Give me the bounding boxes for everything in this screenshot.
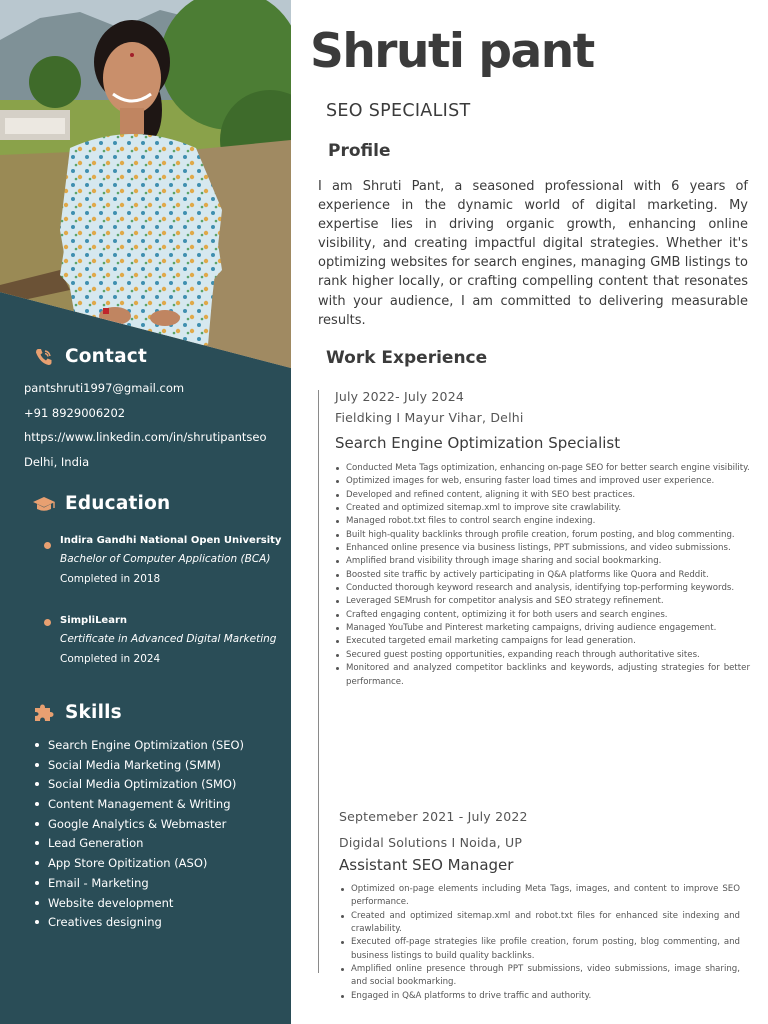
skill-item: Google Analytics & Webmaster bbox=[34, 816, 244, 836]
graduation-cap-icon bbox=[32, 494, 56, 514]
responsibility-item: Created and optimized sitemap.xml and robot.txt files for enhanced site indexing and crawlability. bbox=[340, 910, 740, 937]
responsibility-item: Executed targeted email marketing campaigns for lead generation. bbox=[335, 635, 750, 648]
job-company: Fieldking I Mayur Vihar, Delhi bbox=[335, 410, 524, 425]
education-institution: Indira Gandhi National Open University bbox=[60, 535, 282, 546]
education-degree: Certificate in Advanced Digital Marketing bbox=[60, 633, 277, 645]
responsibility-item: Managed YouTube and Pinterest marketing campaigns, driving audience engagement. bbox=[335, 622, 750, 635]
responsibility-item: Crafted engaging content, optimizing it for both users and search engines. bbox=[335, 609, 750, 622]
skill-item: Lead Generation bbox=[34, 835, 244, 855]
responsibility-item: Optimized images for web, ensuring faster load times and improved user experience. bbox=[335, 475, 750, 488]
puzzle-icon bbox=[32, 703, 56, 723]
candidate-role: SEO SPECIALIST bbox=[326, 101, 471, 121]
responsibility-item: Monitored and analyzed competitor backlinks and keywords, adjusting strategies for better performance. bbox=[335, 662, 750, 689]
responsibility-item: Executed off-page strategies like profile creation, forum posting, blog commenting, and business listings to build quality backlinks. bbox=[340, 936, 740, 963]
bullet-dot bbox=[44, 619, 51, 626]
education-year: Completed in 2018 bbox=[60, 573, 161, 585]
left-sidebar bbox=[0, 0, 291, 1024]
responsibility-item: Amplified brand visibility through image sharing and social bookmarking. bbox=[335, 555, 750, 568]
education-degree: Bachelor of Computer Application (BCA) bbox=[60, 553, 271, 565]
skill-item: Creatives designing bbox=[34, 914, 244, 934]
skill-item: App Store Opitization (ASO) bbox=[34, 855, 244, 875]
responsibility-item: Optimized on-page elements including Meta Tags, images, and content to improve SEO performance. bbox=[340, 883, 740, 910]
skill-item: Social Media Optimization (SMO) bbox=[34, 776, 244, 796]
responsibility-item: Conducted thorough keyword research and analysis, identifying top-performing keywords. bbox=[335, 582, 750, 595]
candidate-name: Shruti pant bbox=[310, 24, 594, 79]
skill-item: Website development bbox=[34, 895, 244, 915]
contact-email[interactable]: pantshruti1997@gmail.com bbox=[24, 381, 185, 395]
contact-list bbox=[24, 380, 267, 478]
responsibility-item: Amplified online presence through PPT submissions, video submissions, image sharing, and social bookmarking. bbox=[340, 963, 740, 990]
work-experience-heading: Work Experience bbox=[326, 348, 488, 368]
education-title: Education bbox=[65, 493, 171, 514]
main-content bbox=[291, 0, 768, 1024]
skills-list bbox=[34, 737, 244, 934]
profile-photo bbox=[0, 0, 291, 370]
profile-heading: Profile bbox=[328, 141, 391, 161]
responsibility-item: Conducted Meta Tags optimization, enhancing on-page SEO for better search engine visibility. bbox=[335, 462, 750, 475]
education-heading bbox=[32, 493, 170, 514]
job-dates: Septemeber 2021 - July 2022 bbox=[339, 809, 528, 824]
profile-summary: I am Shruti Pant, a seasoned professional with 6 years of experience in the dynamic world of digital marketing. My expertise lies in driving organic growth, enhancing online visibility, and creating impactful digital strategies. Whether it's optimizing websites for search engines, managing GMB listings to rank higher locally, or crafting compelling content that resonates with your audience, I am committed to delivering measurable results. bbox=[318, 179, 748, 328]
responsibility-item: Secured guest posting opportunities, expanding reach through authoritative sites. bbox=[335, 649, 750, 662]
timeline-line bbox=[318, 390, 319, 973]
skill-item: Social Media Marketing (SMM) bbox=[34, 757, 244, 777]
job-title: Assistant SEO Manager bbox=[339, 856, 514, 874]
skills-title: Skills bbox=[65, 702, 122, 723]
responsibility-item: Built high-quality backlinks through profile creation, forum posting, and blog commenting. bbox=[335, 529, 750, 542]
phone-icon bbox=[32, 347, 56, 367]
contact-phone[interactable]: +91 8929006202 bbox=[24, 405, 126, 420]
education-institution: SimpliLearn bbox=[60, 615, 128, 626]
contact-linkedin[interactable]: https://www.linkedin.com/in/shrutipantseo bbox=[24, 430, 267, 444]
job-responsibilities bbox=[335, 462, 750, 689]
contact-heading bbox=[32, 346, 147, 367]
skill-item: Search Engine Optimization (SEO) bbox=[34, 737, 244, 757]
skills-heading bbox=[32, 702, 122, 723]
bullet-dot bbox=[44, 542, 51, 549]
skill-item: Email - Marketing bbox=[34, 875, 244, 895]
job-dates: July 2022- July 2024 bbox=[335, 389, 465, 404]
responsibility-item: Leveraged SEMrush for competitor analysis and SEO strategy refinement. bbox=[335, 595, 750, 608]
responsibility-item: Created and optimized sitemap.xml to improve site crawlability. bbox=[335, 502, 750, 515]
responsibility-item: Boosted site traffic by actively participating in Q&A platforms like Quora and Reddit. bbox=[335, 569, 750, 582]
responsibility-item: Enhanced online presence via business listings, PPT submissions, and video submissions. bbox=[335, 542, 750, 555]
contact-title: Contact bbox=[65, 346, 147, 367]
job-responsibilities bbox=[340, 883, 740, 1003]
responsibility-item: Managed robot.txt files to control search engine indexing. bbox=[335, 515, 750, 528]
job-title: Search Engine Optimization Specialist bbox=[335, 434, 621, 452]
skill-item: Content Management & Writing bbox=[34, 796, 244, 816]
responsibility-item: Developed and refined content, aligning it with SEO best practices. bbox=[335, 489, 750, 502]
responsibility-item: Engaged in Q&A platforms to drive traffic and authority. bbox=[340, 990, 740, 1003]
education-year: Completed in 2024 bbox=[60, 653, 161, 665]
contact-location: Delhi, India bbox=[24, 454, 90, 469]
job-company: Digidal Solutions I Noida, UP bbox=[339, 835, 523, 850]
